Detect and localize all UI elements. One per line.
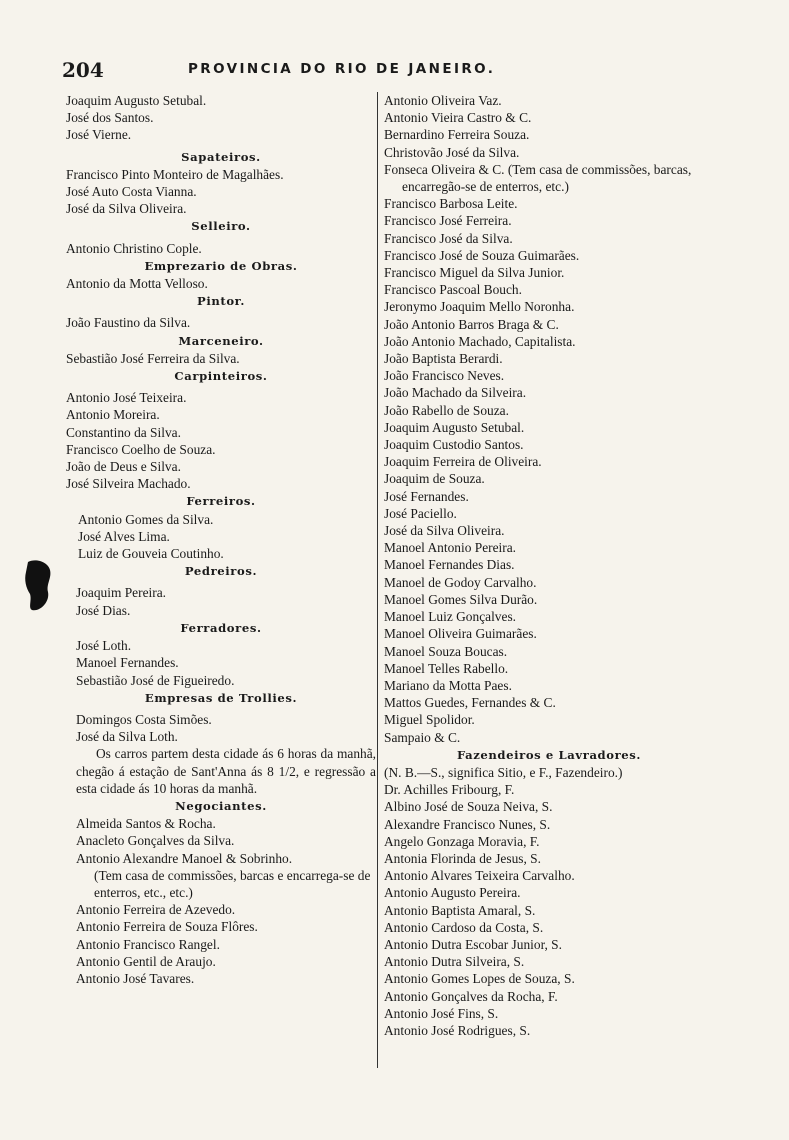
list-item: Antonio Vieira Castro & C. — [384, 110, 532, 126]
list-item: Antonio Alexandre Manoel & Sobrinho. — [76, 850, 293, 866]
list-item: Francisco José Ferreira. — [384, 213, 512, 229]
list-item: Sampaio & C. — [384, 729, 461, 745]
list-item: Antonio Alvares Teixeira Carvalho. — [384, 868, 575, 884]
section-heading-ferradores: Ferradores. — [180, 620, 262, 635]
list-item: Bernardino Ferreira Souza. — [384, 127, 530, 143]
list-item: Sebastião José Ferreira da Silva. — [66, 350, 240, 366]
list-item: Manoel Souza Boucas. — [384, 643, 508, 659]
list-item: Antonio Gonçalves da Rocha, F. — [384, 988, 558, 1004]
list-item: João Francisco Neves. — [384, 368, 505, 384]
list-item: Antonio Baptista Amaral, S. — [384, 902, 536, 918]
list-item: Antonia Florinda de Jesus, S. — [384, 850, 541, 866]
list-item: Dr. Achilles Fribourg, F. — [384, 782, 515, 798]
list-item: Constantino da Silva. — [66, 424, 181, 440]
list-item: Antonio Gomes da Silva. — [78, 511, 214, 527]
list-item: Joaquim Ferreira de Oliveira. — [384, 454, 542, 470]
list-item: Manoel Gomes Silva Durão. — [384, 591, 538, 607]
column-divider — [377, 92, 378, 1068]
list-item: Francisco Pascoal Bouch. — [384, 282, 522, 298]
section-heading-negociantes: Negociantes. — [175, 798, 267, 813]
list-item: João de Deus e Silva. — [66, 459, 181, 475]
section-heading-emprezario: Emprezario de Obras. — [144, 258, 298, 273]
list-item: Manoel Fernandes Dias. — [384, 557, 515, 573]
list-item: Antonio Christino Cople. — [66, 240, 202, 256]
list-item: Manoel Telles Rabello. — [384, 660, 509, 676]
list-item: Almeida Santos & Rocha. — [76, 816, 216, 832]
list-item: Antonio José Rodrigues, S. — [384, 1022, 531, 1038]
list-item: Domingos Costa Simões. — [76, 711, 212, 727]
page-header — [62, 58, 582, 80]
right-column — [384, 92, 714, 1039]
section-heading-marceneiro: Marceneiro. — [178, 333, 264, 348]
list-item: Manoel Oliveira Guimarães. — [384, 626, 537, 642]
list-item: Antonio José Tavares. — [76, 970, 195, 986]
list-item: Manoel Fernandes. — [76, 655, 179, 671]
list-item: Antonio Ferreira de Azevedo. — [76, 902, 236, 918]
list-item: José Loth. — [76, 638, 132, 654]
list-item: Antonio Oliveira Vaz. — [384, 93, 502, 108]
list-item: Jeronymo Joaquim Mello Noronha. — [384, 299, 575, 315]
section-heading-pedreiros: Pedreiros. — [184, 564, 258, 579]
list-item: Joaquim Pereira. — [76, 585, 166, 601]
list-item: João Rabello de Souza. — [384, 402, 509, 418]
list-item: Antonio Dutra Escobar Junior, S. — [384, 936, 562, 952]
list-item: Joaquim Custodio Santos. — [384, 437, 524, 453]
list-item: Antonio Francisco Rangel. — [76, 936, 220, 952]
list-item: Alexandre Francisco Nunes, S. — [384, 816, 551, 832]
list-item-fonseca: Fonseca Oliveira & C. (Tem casa de commissões, barcas, encarregão-se de enterros, etc.) — [384, 161, 692, 195]
list-item: Joaquim Augusto Setubal. — [66, 93, 207, 108]
section-heading-pintor: Pintor. — [197, 294, 245, 309]
ink-blot-mark — [22, 558, 54, 614]
list-item: José Paciello. — [384, 505, 457, 521]
list-item: Joaquim de Souza. — [384, 471, 485, 487]
list-item: José dos Santos. — [66, 110, 154, 126]
list-item: Antonio Cardoso da Costa, S. — [384, 919, 544, 935]
list-item: José Silveira Machado. — [66, 476, 191, 492]
list-item: Antonio José Teixeira. — [66, 390, 187, 406]
page-number: 204 — [62, 58, 104, 82]
list-item: Antonio Augusto Pereira. — [384, 885, 521, 901]
list-item: Francisco José da Silva. — [384, 230, 513, 246]
list-item: José Alves Lima. — [78, 528, 170, 544]
list-item: Manoel Luiz Gonçalves. — [384, 609, 517, 625]
list-item: João Antonio Machado, Capitalista. — [384, 333, 576, 349]
list-item: João Antonio Barros Braga & C. — [384, 316, 559, 332]
list-item: Manoel de Godoy Carvalho. — [384, 574, 537, 590]
list-item: João Faustino da Silva. — [66, 315, 191, 331]
list-item: Antonio Gentil de Araujo. — [76, 953, 216, 969]
list-item: Luiz de Gouveia Coutinho. — [78, 546, 224, 562]
list-item: José Dias. — [76, 602, 131, 618]
list-item: Antonio Moreira. — [66, 407, 160, 423]
list-item: Sebastião José de Figueiredo. — [76, 672, 235, 688]
trollies-schedule-note: Os carros partem desta cidade ás 6 horas da manhã, chegão á estação de Sant'Anna ás 8 1/2, e regressão a esta cidade ás 10 horas da manhã. — [76, 746, 376, 796]
list-item: Francisco Pinto Monteiro de Magalhães. — [66, 166, 284, 182]
list-item: Mariano da Motta Paes. — [384, 677, 512, 693]
list-item: Christovão José da Silva. — [384, 144, 520, 160]
left-column — [66, 92, 376, 987]
list-item: Francisco Barbosa Leite. — [384, 196, 518, 212]
list-item: Angelo Gonzaga Moravia, F. — [384, 833, 540, 849]
list-item: Anacleto Gonçalves da Silva. — [76, 833, 235, 849]
running-title: PROVINCIA DO RIO DE JANEIRO. — [188, 61, 496, 77]
list-item: Francisco Coelho de Souza. — [66, 441, 216, 457]
negociantes-note: (Tem casa de commissões, barcas e encarrega-se de enterros, etc., etc.) — [94, 867, 371, 900]
list-item: José Auto Costa Vianna. — [66, 184, 197, 200]
list-item: Antonio Dutra Silveira, S. — [384, 954, 525, 970]
section-heading-trollies: Empresas de Trollies. — [144, 690, 298, 705]
list-item: Antonio José Fins, S. — [384, 1005, 499, 1021]
list-item: João Baptista Berardi. — [384, 351, 503, 367]
list-item: Antonio Ferreira de Souza Flôres. — [76, 919, 258, 935]
list-item: Francisco José de Souza Guimarães. — [384, 247, 580, 263]
section-heading-sapateiros: Sapateiros. — [181, 149, 261, 164]
section-heading-selleiro: Selleiro. — [191, 219, 251, 234]
list-item: José da Silva Oliveira. — [66, 201, 187, 217]
list-item: José da Silva Oliveira. — [384, 523, 505, 539]
fazendeiros-legend-note: (N. B.—S., significa Sitio, e F., Fazendeiro.) — [384, 764, 623, 780]
list-item: Albino José de Souza Neiva, S. — [384, 799, 553, 815]
list-item: Manoel Antonio Pereira. — [384, 540, 517, 556]
list-item: José da Silva Loth. — [76, 729, 178, 745]
list-item: José Fernandes. — [384, 488, 469, 504]
list-item: Antonio Gomes Lopes de Souza, S. — [384, 971, 575, 987]
list-item: Mattos Guedes, Fernandes & C. — [384, 695, 556, 711]
section-heading-ferreiros: Ferreiros. — [186, 494, 256, 509]
section-heading-fazendeiros: Fazendeiros e Lavradores. — [456, 747, 642, 762]
list-item: Miguel Spolidor. — [384, 712, 475, 728]
list-item: Antonio da Motta Velloso. — [66, 276, 208, 292]
list-item: José Vierne. — [66, 127, 132, 143]
section-heading-carpinteiros: Carpinteiros. — [174, 369, 268, 384]
list-item: Francisco Miguel da Silva Junior. — [384, 265, 565, 281]
list-item: João Machado da Silveira. — [384, 385, 527, 401]
list-item: Joaquim Augusto Setubal. — [384, 419, 525, 435]
